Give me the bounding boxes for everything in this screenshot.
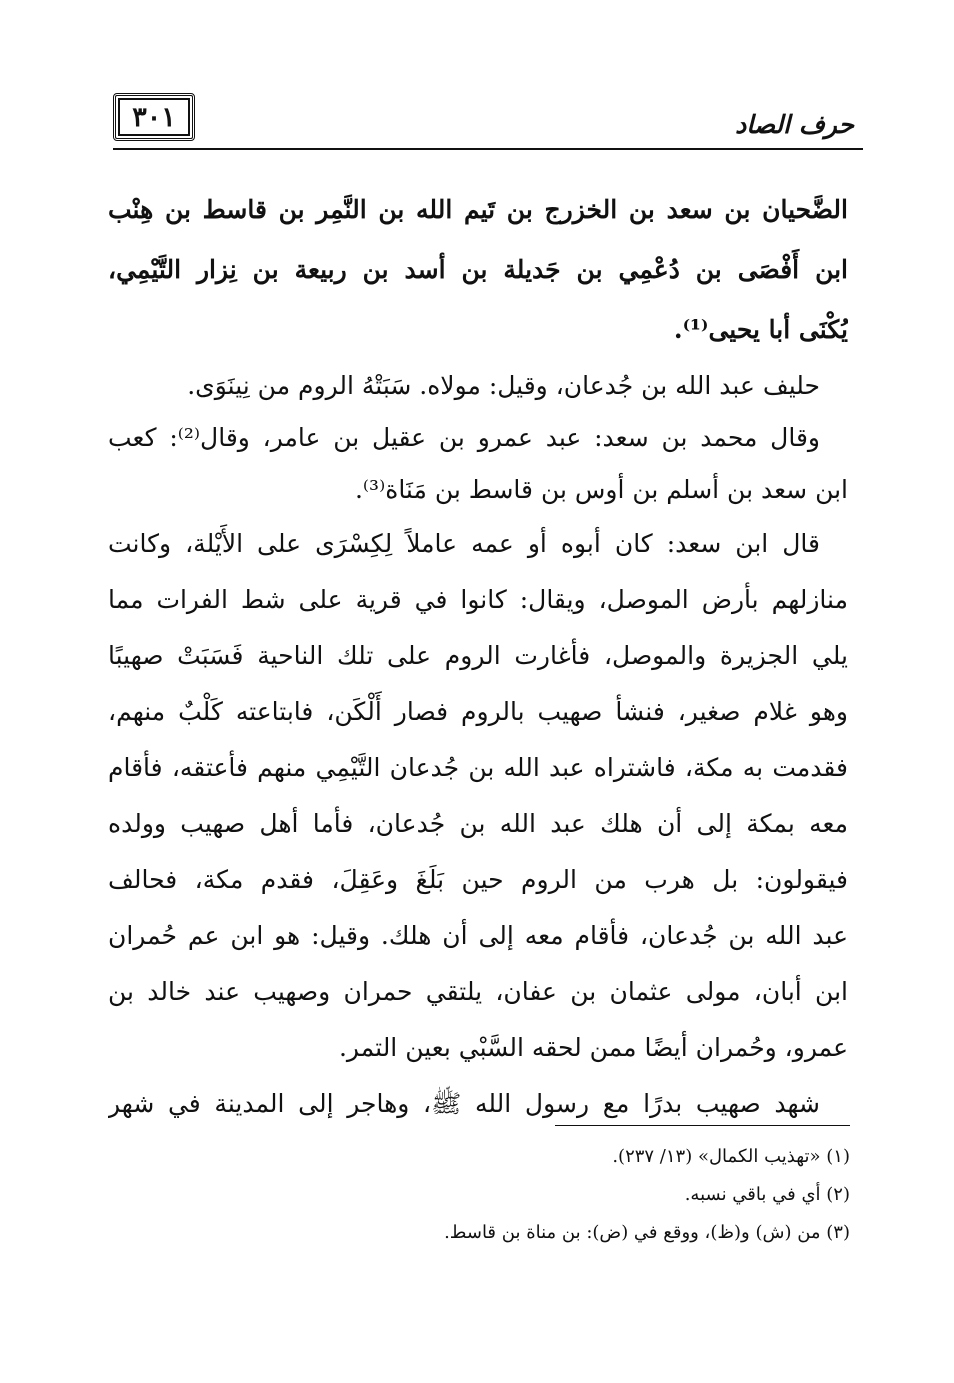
body-line: فيقولون: بل هرب من الروم حين بَلَغَ وعَقِلَ، فقدم مكة، فحالف [108, 865, 848, 894]
body-line: حليف عبد الله بن جُدعان، وقيل: مولاه. سَبَتْهُ الروم من نِينَوَى. [187, 371, 820, 400]
body-line: ابن أَفْصَى بن دُعْمِي بن جَديلة بن أسد بن ربيعة بن نِزار التَّيْمِي، [108, 255, 848, 284]
footnote-item: (١) «تهذيب الكمال» (١٣/ ٢٣٧). [612, 1146, 850, 1167]
body-line: الضَّحيان بن سعد بن الخزرج بن تَيم الله بن النَّمِر بن قاسط بن هِنْب [108, 195, 848, 224]
body-line: عبد الله بن جُدعان، فأقام معه إلى أن هلك. وقيل: هو ابن عم حُمران [108, 921, 848, 950]
body-text [108, 180, 848, 1132]
page-number-text: ٣٠١ [132, 101, 176, 133]
body-line: يلي الجزيرة والموصل، فأغارت الروم على تلك الناحية فَسَبَتْ صهيبًا [108, 641, 848, 670]
header-divider [113, 148, 863, 150]
body-line: قال ابن سعد: كان أبوه أو عمه عاملاً لِكِسْرَى على الأَيْلة، وكانت [108, 529, 820, 558]
body-line: وقال محمد بن سعد: عبد عمرو بن عقيل بن عامر، وقال⁽²⁾: كعب [108, 423, 820, 452]
footnote-item: (٢) أي في باقي نسبه. [684, 1184, 850, 1205]
footnote-item: (٣) من (ش) و(ظ)، ووقع في (ض): بن مناة بن قاسط. [444, 1222, 850, 1243]
body-line: فقدمت به مكة، فاشتراه عبد الله بن جُدعان التَّيْمِي منهم فأعتقه، فأقام [108, 753, 848, 782]
footnote-divider [555, 1125, 850, 1126]
footnotes [250, 1138, 850, 1252]
body-line: معه بمكة إلى أن هلك عبد الله بن جُدعان، فأما أهل صهيب وولده [108, 809, 848, 838]
page-number [113, 93, 195, 141]
body-line: شهد صهيب بدرًا مع رسول الله ﷺ، وهاجر إلى المدينة في شهر [108, 1089, 820, 1118]
body-line: عمرو، وحُمران أيضًا ممن لحقه السَّبْي بعين التمر. [338, 1033, 848, 1062]
running-head: حرف الصاد [735, 110, 854, 139]
body-line: ابن أبان، مولى عثمان بن عفان، يلتقي حمران وصهيب عند خالد بن [108, 977, 848, 1006]
body-line: منازلهم بأرض الموصل، ويقال: كانوا في قرية على شط الفرات مما [108, 585, 848, 614]
body-line: يُكْنَى أبا يحيى⁽¹⁾. [673, 315, 848, 344]
body-line: ابن سعد بن أسلم بن أوس بن قاسط بن مَنَاة⁽³⁾. [354, 475, 848, 504]
body-line: وهو غلام صغير، فنشأ صهيب بالروم فصار أَلْكَن، فابتاعته كَلْبٌ منهم، [108, 697, 848, 726]
